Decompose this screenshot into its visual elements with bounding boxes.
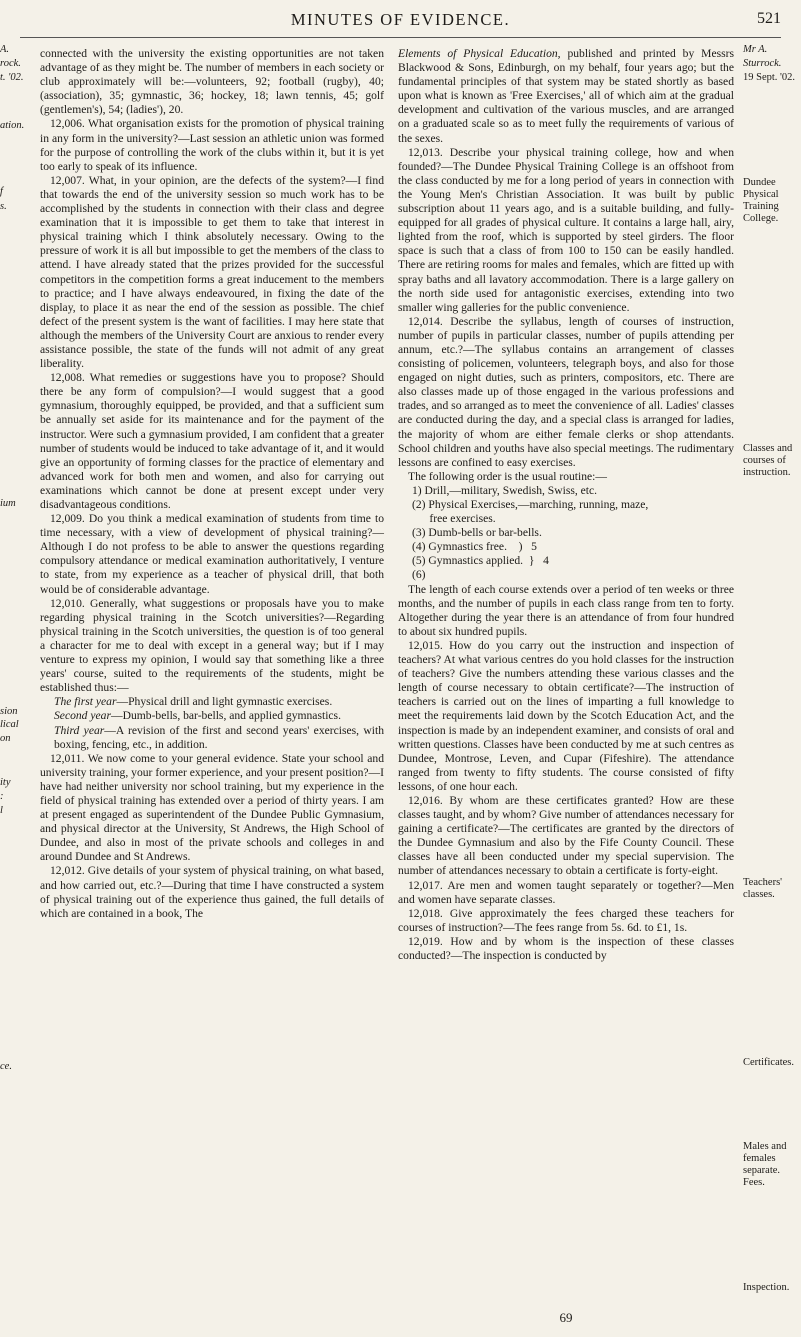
paragraph: 12,016. By whom are these certificates granted? How are these classes taught, and by whom? Give number of attendances necessary for gaining a certificate?—The certificates are granted by the directors of the Dundee Gymnasium and also by the Fife County Council. These classes have all been conducted under my special supervision. The number of attendances necessary to obtain a certificate is forty-eight. [398, 793, 734, 878]
year-text: —Dumb-bells, bar-bells, and applied gymnastics. [110, 709, 341, 723]
margin-note: Mr A. [743, 44, 768, 55]
paragraph: 12,006. What organisation exists for the promotion of physical training in any form in the university?—Last session an athletic union was formed for the purpose of controlling the work of the clubs within it, but it is yet too early to speak of its influence. [40, 117, 384, 173]
signature-mark: 69 [559, 1310, 573, 1325]
margin-note: f [0, 186, 3, 197]
page-number: 521 [757, 10, 781, 27]
list-item: (3) Dumb-bells or bar-bells. [412, 526, 542, 540]
right-margin-notes [743, 0, 801, 1337]
margin-note: l [0, 805, 3, 816]
paragraph: The following order is the usual routine:— [408, 469, 607, 483]
margin-note: College. [743, 213, 779, 224]
margin-note: classes. [743, 889, 775, 900]
margin-note: ium [0, 498, 16, 509]
paragraph: 12,013. Describe your physical training college, how and when founded?—The Dundee Physical Training College is an offshoot from the class conducted by me for a long period of years in connection with the Young Men's Christian Association. It was built by public subscription about 11 years ago, and is a suitable building, and fully-equipped for all grades of physical culture. It contains a large hall, airy, lighted from the roof, which is supported by steel girders. The floor space is such that a class of from 100 to 150 can be easily handled. There are retiring rooms for males and females, which are fitted up with spray baths and all lavatory accommodation. There is a large gallery on the north side used for antagonistic exercises, extending into two smaller wing galleries for the public convenience. [398, 145, 734, 314]
list-item: (6) [412, 568, 426, 582]
year-text: —A revision of the first and second years' exercises, with boxing, fencing, etc., in addition. [54, 723, 385, 751]
paragraph: 12,008. What remedies or suggestions have you to propose? Should there be any form of compulsion?—I would suggest that a good gymnasium, thoroughly equipped, be provided, and that a sufficient sum be annually set aside for its maintenance and for the payment of the instructor. Were such a gymnasium provided, I am confident that a greater number of students would be induced to take advantage of it, and it would give an opportunity of forming classes for the practice of elementary and advanced work for both men and women, and also for carrying out examinations which cannot be done at present except under very disadvantageous conditions. [40, 371, 384, 511]
margin-note: courses of [743, 455, 786, 466]
margin-note: Training [743, 201, 779, 212]
margin-note: females [743, 1153, 776, 1164]
margin-note: 19 Sept. '02. [743, 72, 796, 83]
paragraph: 12,017. Are men and women taught separately or together?—Men and women have separate classes. [398, 878, 734, 906]
right-column [398, 47, 734, 963]
margin-note: separate. [743, 1165, 781, 1176]
margin-note: ce. [0, 1061, 12, 1072]
margin-note: sion [0, 706, 18, 717]
margin-note: Males and [743, 1141, 787, 1152]
margin-note: A. [0, 44, 10, 55]
list-item: (4) Gymnastics free. ) 5 [412, 540, 537, 554]
page-header [0, 10, 801, 32]
list-item: 1) Drill,—military, Swedish, Swiss, etc. [412, 483, 598, 497]
paragraph-text: published and printed by Messrs Blackwood & Sons, Edinburgh, on my behalf, four years ago; but the fundamental principles of that system may be stated shortly as based upon what is known as 'Free Exercises,' all of which aim at the gradual development and cultivation of the various muscles, and are arranged on a graduated scale so as to meet fully the requirements of various of the sexes. [398, 47, 734, 145]
margin-note: rock. [0, 58, 21, 69]
paragraph: 12,007. What, in your opinion, are the defects of the system?—I find that towards the end of the university session so much work has to be accomplished by the students in connection with their class and degree examination that it is impossible to get them to take that interest in physical training which I think absolutely necessary. Owing to the pressure of work it is all but impossible to get the members of the class to attend. I have already stated that the prizes provided for the successful competitors in the competition forms a great inducement to the members to practice; and I have always endeavoured, in fixing the date of the display, to place it as near the end of the session as possible. The chief defect of the present system is the want of facilities. I may here state that although the members of the University Court are anxious to render every assistance possible, the state of the funds will not admit of any great liberality. [40, 173, 384, 371]
year-label: Third year [54, 723, 105, 737]
list-item: (5) Gymnastics applied. } 4 [412, 554, 549, 568]
course-year-3 [40, 724, 384, 752]
margin-note: s. [0, 201, 7, 212]
year-text: —Physical drill and light gymnastic exercises. [116, 695, 333, 709]
header-rule [20, 37, 781, 38]
page-title: MINUTES OF EVIDENCE. [290, 10, 511, 29]
course-year-2 [40, 709, 384, 723]
left-margin-notes [0, 0, 36, 1337]
margin-note: : [0, 791, 4, 802]
margin-note: lical [0, 719, 19, 730]
margin-note: Classes and [743, 443, 793, 454]
margin-note: instruction. [743, 467, 791, 478]
paragraph: 12,009. Do you think a medical examination of students from time to time necessary, with a view of development of physical training?—Although I do not profess to be able to answer the questions regarding compulsory attendance or medical examination authoritatively, I venture to state, from my experience as a teacher of physical drill, that both would be of considerable advantage. [40, 512, 384, 596]
paragraph: The length of each course extends over a period of ten weeks or three months, and the number of pupils in each class range from ten to forty. Altogether during the year there is an attendance of from four hundred to about six hundred pupils. [398, 582, 734, 638]
book-title: Elements of Physical Education, [398, 47, 561, 60]
margin-note: t. '02. [0, 72, 24, 83]
paragraph: 12,010. Generally, what suggestions or proposals have you to make regarding physical training in the Scotch universities?—Regarding physical training in the Scotch universities, the question is of too general a character for me to deal with except in a general way; but if I may venture to express my opinion, I would say that something like a three years' course, suited to the requirements of the students, might be established thus:— [40, 596, 384, 695]
margin-note: Certificates. [743, 1057, 795, 1068]
paragraph: connected with the university the existing opportunities are not taken advantage of as they might be. The number of members in each society or club approximately will be:—volunteers, 92; football (rugby), 40; (association), 35; gymnastic, 36; hockey, 18; lawn tennis, 45; golf (gentlemen's), 54; (ladies'), 20. [40, 47, 384, 117]
margin-note: Inspection. [743, 1282, 790, 1293]
routine-list [398, 484, 734, 583]
paragraph: 12,019. How and by whom is the inspection of these classes conducted?—The inspection is conducted by [398, 934, 734, 962]
list-item: free exercises. [412, 512, 496, 526]
margin-note: ation. [0, 120, 25, 131]
list-item: (2) Physical Exercises,—marching, running, maze, [412, 498, 649, 511]
left-column [40, 47, 384, 921]
year-label: The first year [54, 695, 117, 709]
paragraph: 12,014. Describe the syllabus, length of courses of instruction, number of pupils in particular classes, number of pupils attending per annum, etc.?—The syllabus contains an arrangement of classes consisting of policemen, volunteers, telegraph boys, and also for those engaged on night duties, such as printers, compositors, etc. There are also classes made up of those engaged in the various professions and trades, and so arranged as to meet the convenience of all. Ladies' classes are conducted during the day, and a special class is arranged for ladies, the majority of whom are either female clerks or shop attendants. School children and youths have also special meetings. The rudimentary lessons are confined to easy exercises. [398, 314, 734, 469]
course-year-1 [40, 695, 384, 709]
margin-note: ity [0, 777, 11, 788]
paragraph: 12,018. Give approximately the fees charged these teachers for courses of instruction?—The fees range from 5s. 6d. to £1, 1s. [398, 906, 734, 934]
margin-note: Teachers' [743, 877, 783, 888]
margin-note: on [0, 733, 11, 744]
margin-note: Fees. [743, 1177, 765, 1188]
margin-note: Sturrock. [743, 58, 782, 69]
year-label: Second year [54, 709, 111, 723]
paragraph: 12,015. How do you carry out the instruction and inspection of teachers? At what various centres do you hold classes for the instruction of teachers? Give the numbers attending these various classes and the length of course necessary to obtain certificate?—The instruction of teachers is carried out on the lines of imparting a full knowledge to meet the requirements laid down by the Scotch Education Act, and the inspection is made by an independent examiner, and consists of oral and written questions. Classes have been conducted by me at such centres as Dundee, Montrose, Leven, and Cupar (Fifeshire). The attendance ranged from twenty to fifty students. The course consisted of fifty lessons, of one hour each. [398, 638, 734, 793]
paragraph [398, 47, 734, 146]
margin-note: Physical [743, 189, 779, 200]
margin-note: Dundee [743, 177, 776, 188]
paragraph: 12,012. Give details of your system of physical training, on what based, and how carried out, etc.?—During that time I have constructed a system of physical training out of the experience thus gained, the full details of which are contained in a book, The [40, 864, 384, 920]
paragraph: 12,011. We now come to your general evidence. State your school and university training, your former experience, and your present position?—I have had neither university nor school training, but my experience in the field of physical training has extended over a period of thirty years. I am at present engaged as superintendent of the Dundee Public Gymnasium, and physical director at the University, St Andrews, the High School of Dundee, and also in most of the private schools and colleges in and around Dundee and St Andrews. [40, 751, 384, 864]
